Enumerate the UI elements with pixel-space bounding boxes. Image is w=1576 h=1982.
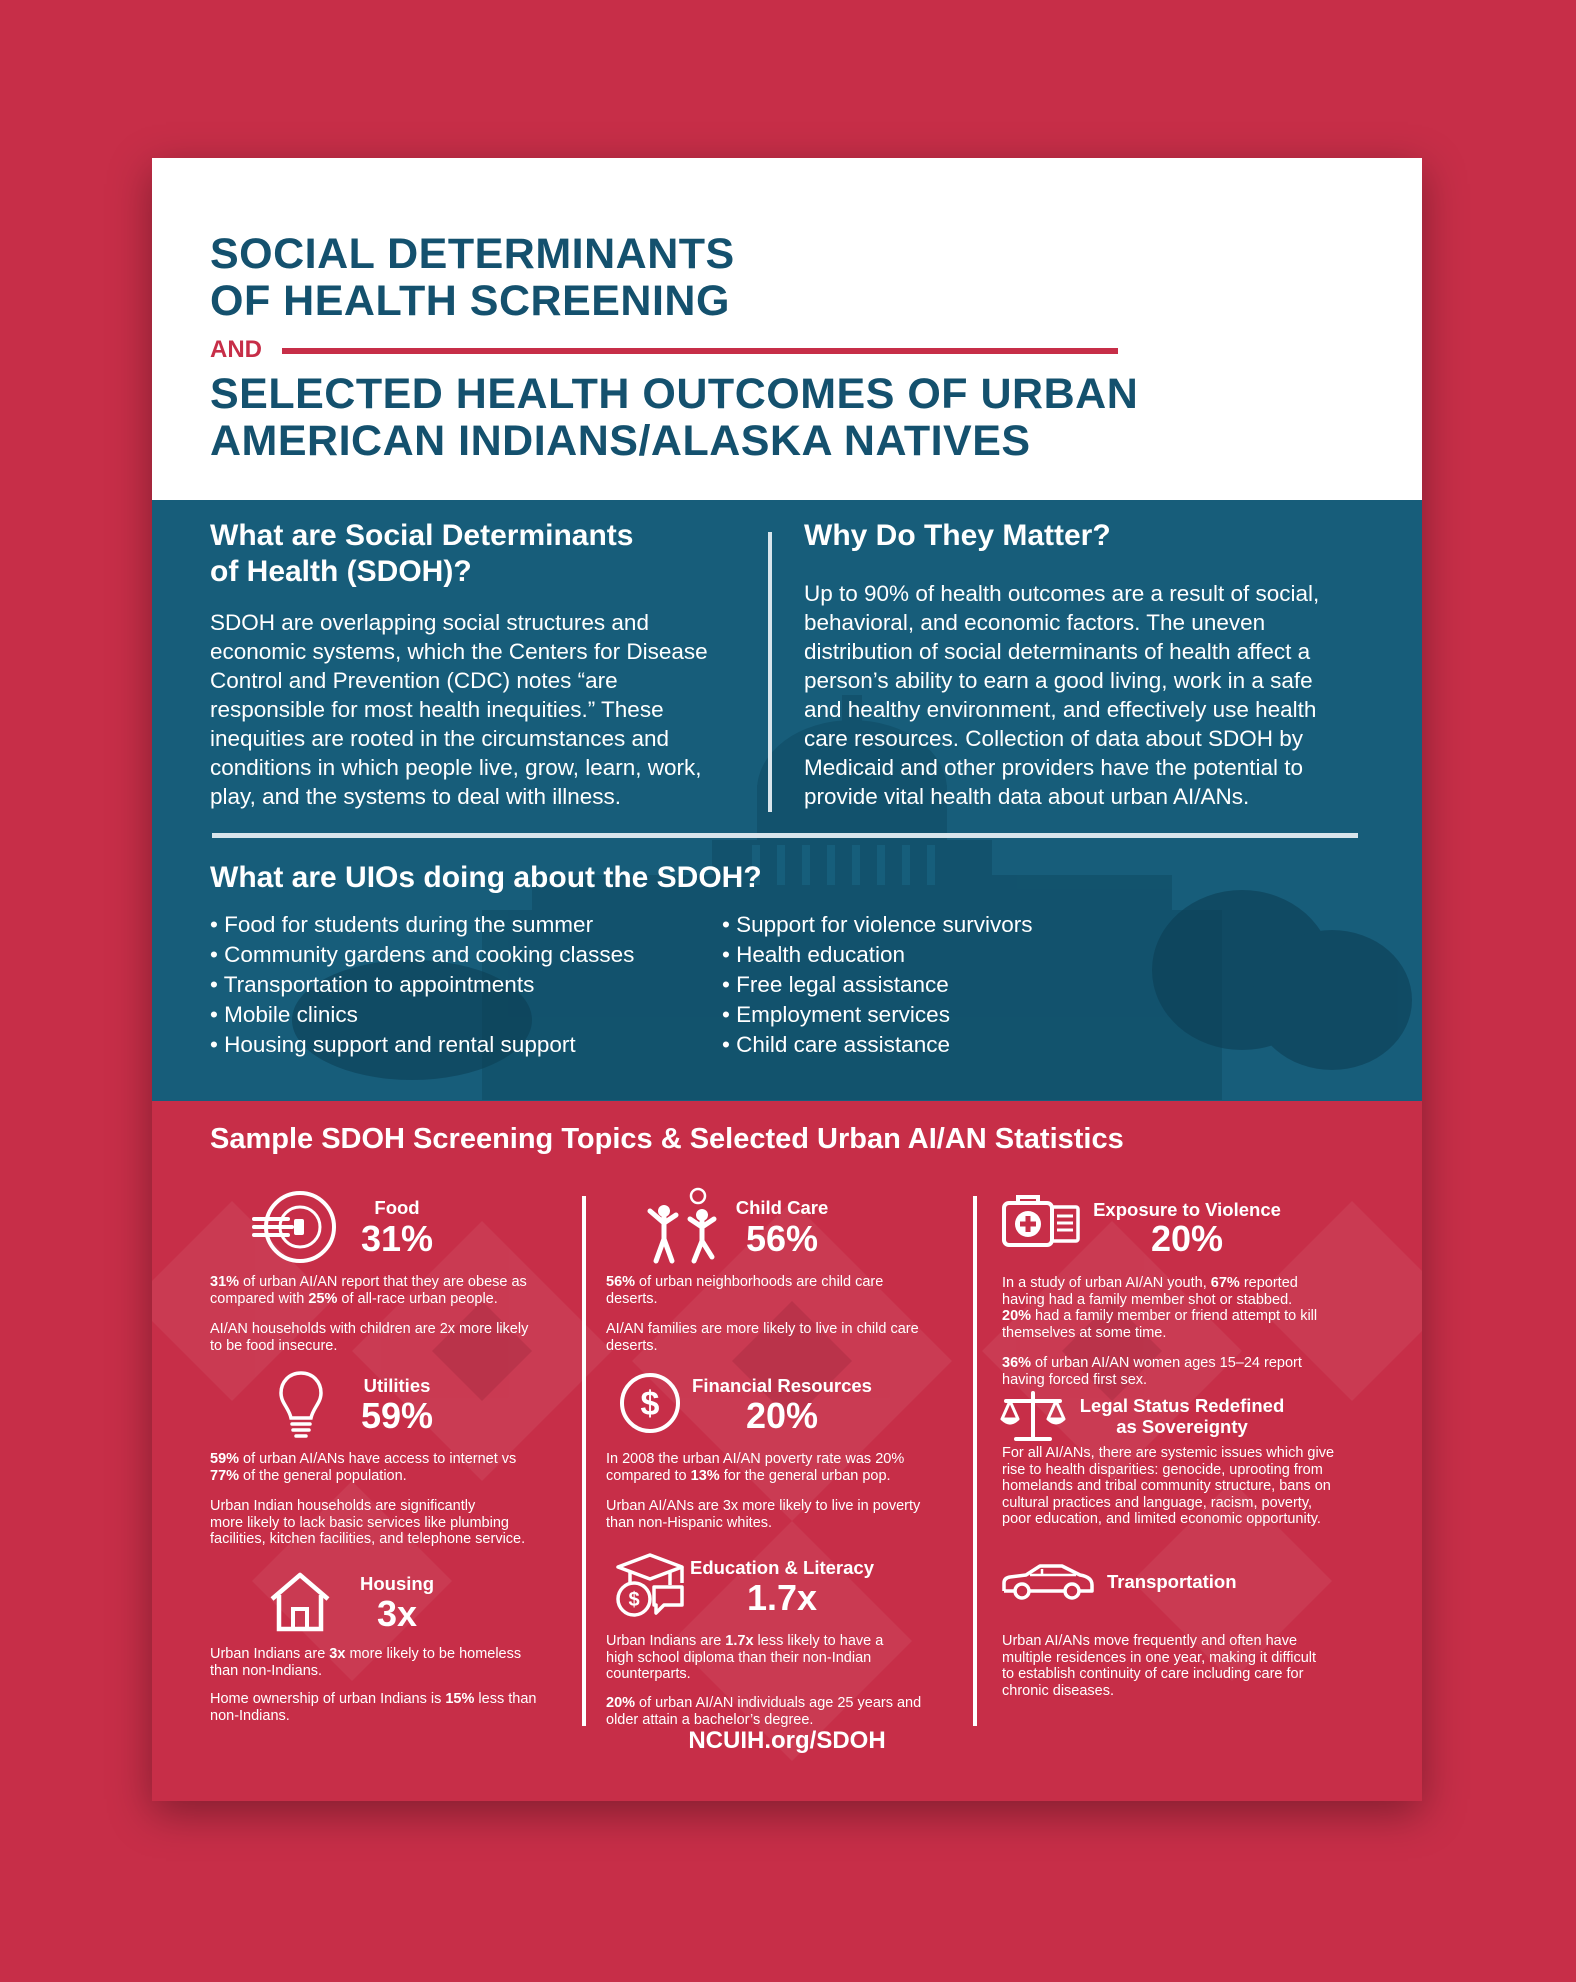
- stat-text-line: themselves at some time.: [1002, 1324, 1167, 1341]
- legal-title: [1072, 1395, 1292, 1437]
- stat-text-line: having forced first sex.: [1002, 1371, 1148, 1388]
- stat-text-line: AI/AN households with children are 2x more likely: [210, 1321, 529, 1337]
- what-heading: [210, 518, 633, 590]
- stat-text-line: multiple residences in one year, making it difficult: [1002, 1649, 1317, 1666]
- utilities-percent: 59%: [360, 1395, 434, 1436]
- house-icon: [268, 1571, 332, 1633]
- plate-utensils-icon: [252, 1189, 336, 1265]
- car-icon: [1000, 1561, 1096, 1601]
- title-line-3: SELECTED HEALTH OUTCOMES OF URBAN: [210, 370, 1139, 418]
- stat-text-line: having had a family member shot or stabbed.: [1002, 1291, 1293, 1308]
- first-aid-kit-icon: [1000, 1191, 1082, 1249]
- stat-text-line: facilities, kitchen facilities, and telephone service.: [210, 1531, 526, 1547]
- stat-text-line: In 2008 the urban AI/AN poverty rate was 20%: [606, 1451, 905, 1467]
- stat-text-line: more likely to lack basic services like plumbing: [210, 1514, 509, 1531]
- what-body-line: SDOH are overlapping social structures and: [210, 610, 649, 635]
- financial-percent: 20%: [745, 1395, 819, 1436]
- title-line-4: AMERICAN INDIANS/ALASKA NATIVES: [210, 417, 1031, 465]
- violence-text-1: [1002, 1275, 1317, 1341]
- uios-list-right: [722, 910, 1033, 1060]
- childcare-text-1: [606, 1274, 883, 1307]
- stat-text-line: Urban AI/ANs are 3x more likely to live in poverty: [606, 1498, 921, 1514]
- light-bulb-icon: [278, 1370, 324, 1442]
- stat-text-line: 36% of urban AI/AN women ages 15–24 report: [1002, 1355, 1302, 1371]
- column-divider: [768, 532, 772, 812]
- stat-text-line: 77% of the general population.: [210, 1467, 407, 1484]
- what-body: [210, 608, 708, 811]
- transportation-title: Transportation: [1107, 1571, 1237, 1592]
- stat-text-line: counterparts.: [606, 1666, 691, 1682]
- food-percent: 31%: [360, 1218, 434, 1259]
- uio-activity-item: • Employment services: [722, 1002, 950, 1027]
- education-title: Education & Literacy: [689, 1557, 874, 1578]
- uio-activity-item: • Free legal assistance: [722, 972, 949, 997]
- scales-of-justice-icon: [998, 1389, 1068, 1443]
- uio-activity-item: • Support for violence survivors: [722, 912, 1033, 937]
- stat-text-line: compared to 13% for the general urban pop.: [606, 1467, 891, 1484]
- stat-text-line: rise to health disparities: genocide, uprooting from: [1002, 1461, 1323, 1478]
- and-divider: [210, 336, 1120, 366]
- why-body-line: provide vital health data about urban AI/ANs.: [804, 784, 1250, 809]
- what-heading-line-1: What are Social Determinants: [210, 519, 634, 552]
- uios-heading: What are UIOs doing about the SDOH?: [210, 861, 762, 894]
- what-heading-line-2: of Health (SDOH)?: [210, 555, 472, 588]
- what-body-line: economic systems, which the Centers for Disease: [210, 639, 708, 664]
- stat-text-line: compared with 25% of all-race urban people.: [210, 1290, 498, 1307]
- financial-text-1: [606, 1451, 904, 1484]
- red-rule: [282, 348, 1118, 354]
- education-percent: 1.7x: [746, 1577, 818, 1618]
- uio-activity-item: • Transportation to appointments: [210, 972, 535, 997]
- sdoh-info-panel: [152, 500, 1422, 1101]
- title-line-2: OF HEALTH SCREENING: [210, 277, 730, 325]
- childcare-text-2: [606, 1321, 919, 1354]
- uio-activity-item: • Health education: [722, 942, 905, 967]
- stat-text-line: Urban Indian households are significantly: [210, 1498, 476, 1514]
- section-divider: [212, 833, 1358, 838]
- housing-title: Housing: [360, 1573, 434, 1594]
- legal-text: [1002, 1445, 1334, 1528]
- stat-text-line: poor education, and limited economic opportunity.: [1002, 1511, 1321, 1527]
- stat-text-line: deserts.: [606, 1290, 658, 1307]
- statistics-title: Sample SDOH Screening Topics & Selected Urban AI/AN Statistics: [210, 1123, 1124, 1155]
- stat-text-line: In a study of urban AI/AN youth, 67% reported: [1002, 1275, 1298, 1291]
- utilities-text-2: [210, 1498, 525, 1548]
- what-body-line: Control and Prevention (CDC) notes “are: [210, 668, 618, 693]
- and-label: AND: [210, 336, 262, 363]
- education-text-2: [606, 1695, 921, 1728]
- uio-activity-item: • Community gardens and cooking classes: [210, 942, 635, 967]
- legal-title-line-2: as Sovereignty: [1116, 1416, 1248, 1437]
- title-line-1: SOCIAL DETERMINANTS: [210, 230, 735, 278]
- svg-text:$: $: [640, 1385, 660, 1423]
- stat-text-line: to establish continuity of care including care for: [1002, 1666, 1304, 1682]
- main-title: [210, 231, 735, 325]
- financial-title: Financial Resources: [692, 1375, 872, 1396]
- stat-text-line: high school diploma than their non-Indian: [606, 1649, 872, 1666]
- stat-text-line: Urban Indians are 3x more likely to be homeless: [210, 1646, 522, 1662]
- why-heading: Why Do They Matter?: [804, 519, 1111, 552]
- why-body: [804, 579, 1319, 811]
- why-body-line: Medicaid and other providers have the potential to: [804, 755, 1304, 780]
- stat-text-line: Urban AI/ANs move frequently and often have: [1002, 1633, 1298, 1649]
- stat-text-line: Home ownership of urban Indians is 15% less than: [210, 1691, 537, 1707]
- uio-activity-item: • Child care assistance: [722, 1032, 950, 1057]
- dollar-coin-icon: [618, 1371, 682, 1435]
- header: [152, 158, 1422, 500]
- housing-text-2: [210, 1691, 536, 1724]
- violence-title: Exposure to Violence: [1093, 1199, 1281, 1220]
- stat-text-line: non-Indians.: [210, 1707, 290, 1724]
- utilities-title: Utilities: [363, 1375, 431, 1396]
- why-body-line: behavioral, and economic factors. The uneven: [804, 610, 1266, 635]
- stat-text-line: deserts.: [606, 1337, 658, 1354]
- why-body-line: and healthy environment, and effectively use health: [804, 697, 1317, 722]
- childcare-percent: 56%: [745, 1218, 819, 1259]
- stat-text-line: 20% of urban AI/AN individuals age 25 years and: [606, 1695, 922, 1711]
- stat-text-line: cultural practices and language, racism, poverty,: [1002, 1494, 1313, 1511]
- stat-text-line: chronic diseases.: [1002, 1682, 1115, 1699]
- stat-text-line: to be food insecure.: [210, 1337, 338, 1354]
- uio-activity-item: • Housing support and rental support: [210, 1032, 576, 1057]
- childcare-title: Child Care: [735, 1197, 829, 1218]
- stat-text-line: For all AI/ANs, there are systemic issues which give: [1002, 1445, 1335, 1461]
- food-text-2: [210, 1321, 528, 1354]
- stat-text-line: AI/AN families are more likely to live in child care: [606, 1321, 919, 1337]
- what-body-line: play, and the systems to deal with illness.: [210, 784, 622, 809]
- what-body-line: inequities are rooted in the circumstances and: [210, 726, 670, 751]
- food-title: Food: [374, 1197, 420, 1218]
- stat-text-line: homelands and tribal community structure, bans on: [1002, 1478, 1331, 1494]
- stat-text-line: than non-Indians.: [210, 1662, 323, 1679]
- stats-divider-1: [582, 1196, 586, 1726]
- stat-text-line: older attain a bachelor’s degree.: [606, 1711, 814, 1728]
- why-body-line: Up to 90% of health outcomes are a result of social,: [804, 581, 1320, 606]
- education-text-1: [606, 1633, 883, 1683]
- food-text-1: [210, 1274, 527, 1307]
- utilities-text-1: [210, 1451, 516, 1484]
- what-body-line: conditions in which people live, grow, learn, work,: [210, 755, 702, 780]
- graduation-cap-money-icon: [610, 1553, 690, 1623]
- stat-text-line: 31% of urban AI/AN report that they are obese as: [210, 1274, 527, 1290]
- uio-activity-item: • Food for students during the summer: [210, 912, 594, 937]
- stat-text-line: 59% of urban AI/ANs have access to internet vs: [210, 1451, 517, 1467]
- violence-text-2: [1002, 1355, 1302, 1388]
- housing-percent: 3x: [376, 1593, 418, 1634]
- what-body-line: responsible for most health inequities.” These: [210, 697, 664, 722]
- why-body-line: distribution of social determinants of health affect a: [804, 639, 1311, 664]
- legal-title-line-1: Legal Status Redefined: [1079, 1395, 1285, 1416]
- svg-text:$: $: [628, 1589, 640, 1611]
- children-playing-icon: [642, 1187, 724, 1267]
- why-body-line: person’s ability to earn a good living, work in a safe: [804, 668, 1313, 693]
- website-link[interactable]: NCUIH.org/SDOH: [688, 1727, 886, 1754]
- statistics-panel: [152, 1101, 1422, 1801]
- stat-text-line: than non-Hispanic whites.: [606, 1514, 773, 1531]
- stats-divider-2: [973, 1196, 977, 1726]
- fact-sheet: [152, 158, 1422, 1801]
- financial-text-2: [606, 1498, 920, 1531]
- transportation-text: [1002, 1633, 1316, 1699]
- housing-text-1: [210, 1646, 521, 1679]
- uios-list-left: [210, 910, 634, 1060]
- uio-activity-item: • Mobile clinics: [210, 1002, 358, 1027]
- stat-text-line: 56% of urban neighborhoods are child care: [606, 1274, 884, 1290]
- stat-text-line: Urban Indians are 1.7x less likely to have a: [606, 1633, 884, 1649]
- why-body-line: care resources. Collection of data about SDOH by: [804, 726, 1303, 751]
- violence-percent: 20%: [1150, 1218, 1224, 1259]
- stat-text-line: 20% had a family member or friend attempt to kill: [1002, 1308, 1318, 1324]
- subtitle: [210, 371, 1138, 465]
